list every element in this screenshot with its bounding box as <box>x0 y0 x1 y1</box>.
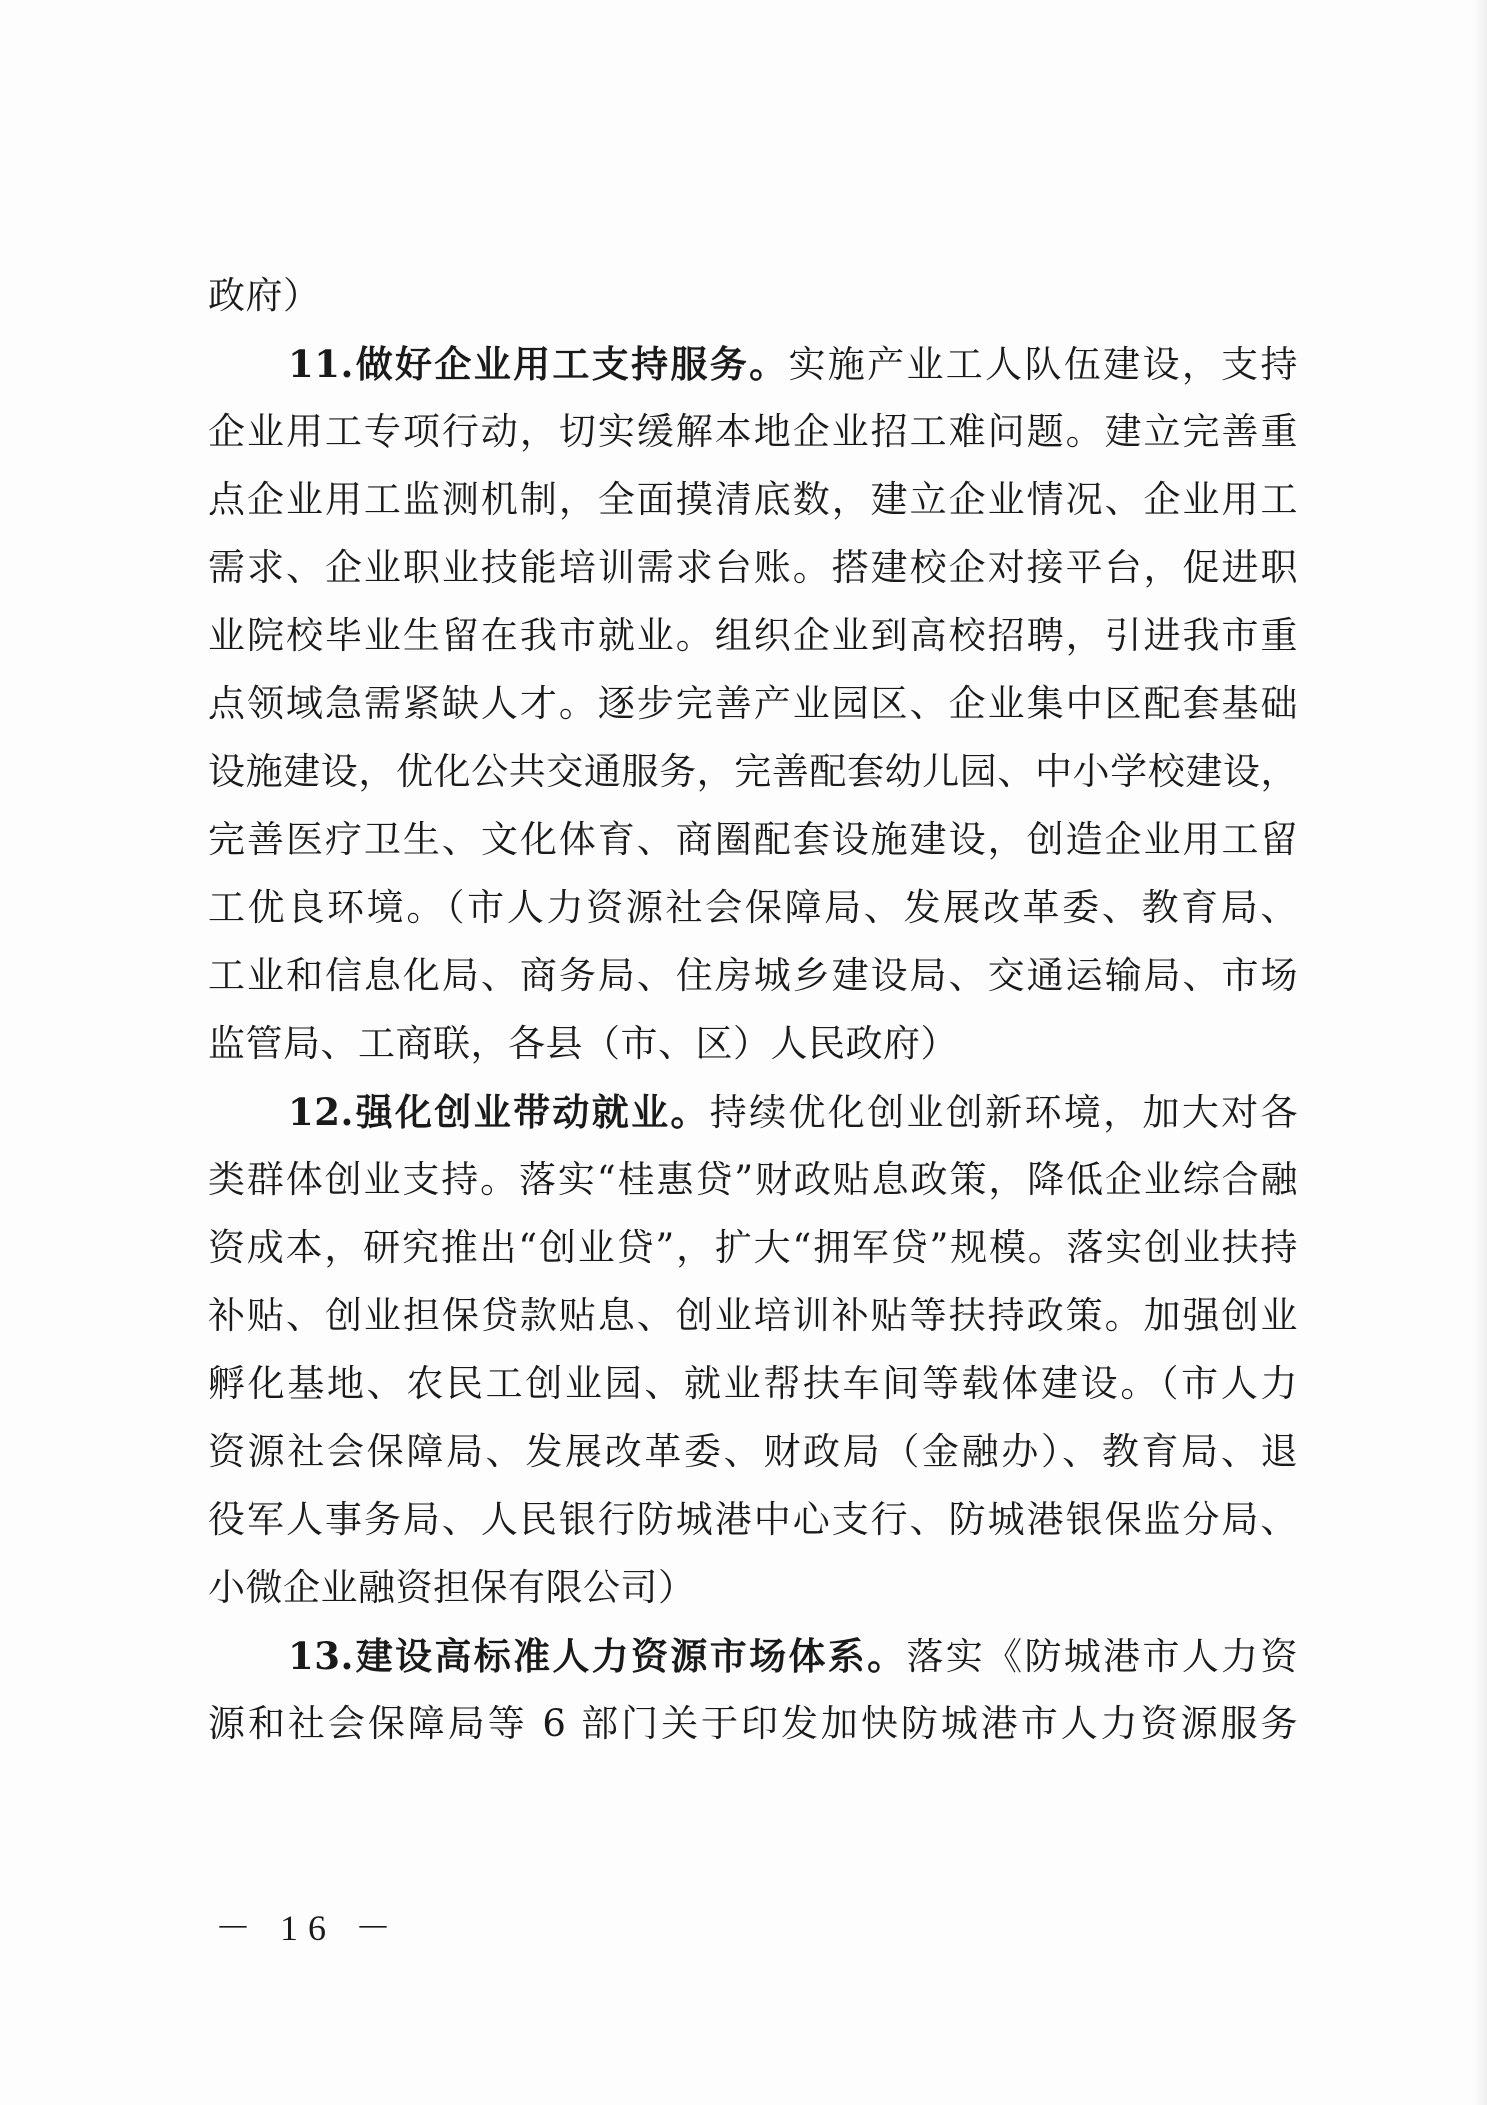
text-line: 企业用工专项行动，切实缓解本地企业招工难问题。建立完善重 <box>208 410 1298 453</box>
text-line: 需求、企业职业技能培训需求台账。搭建校企对接平台，促进职 <box>208 546 1298 589</box>
text-line: 政府） <box>208 274 321 317</box>
text-line: 点领域急需紧缺人才。逐步完善产业园区、企业集中区配套基础 <box>208 682 1298 725</box>
section-11-first-line <box>208 330 1298 398</box>
text-line: 工优良环境。（市人力资源社会保障局、发展改革委、教育局、 <box>208 886 1298 929</box>
text-line: 完善医疗卫生、文化体育、商圈配套设施建设，创造企业用工留 <box>208 818 1298 861</box>
text-line: 监管局、工商联，各县（市、区）人民政府） <box>208 1022 958 1065</box>
text-line: 小微企业融资担保有限公司） <box>208 1566 696 1609</box>
text-line: 孵化基地、农民工创业园、就业帮扶车间等载体建设。（市人力 <box>208 1362 1298 1405</box>
text-line: 设施建设，优化公共交通服务，完善配套幼儿园、中小学校建设， <box>208 750 1298 793</box>
text-line: 资成本，研究推出“创业贷”，扩大“拥军贷”规模。落实创业扶持 <box>208 1226 1298 1269</box>
text-line: 业院校毕业生留在我市就业。组织企业到高校招聘，引进我市重 <box>208 614 1298 657</box>
text-line: 点企业用工监测机制，全面摸清底数，建立企业情况、企业用工 <box>208 478 1298 521</box>
text-line: 工业和信息化局、商务局、住房城乡建设局、交通运输局、市场 <box>208 954 1298 997</box>
text-line: 补贴、创业担保贷款贴息、创业培训补贴等扶持政策。加强创业 <box>208 1294 1298 1337</box>
section-13-text: 落实《防城港市人力资 <box>906 1635 1298 1678</box>
section-12-heading: 12.强化创业带动就业。 <box>288 1090 710 1134</box>
section-12-first-line <box>208 1078 1298 1146</box>
text-line: 役军人事务局、人民银行防城港中心支行、防城港银保监分局、 <box>208 1498 1298 1541</box>
section-11-text: 实施产业工人队伍建设，支持 <box>788 343 1298 386</box>
section-12-text: 持续优化创业创新环境，加大对各 <box>709 1091 1299 1134</box>
section-13-first-line <box>208 1622 1298 1690</box>
page-number: － 16 － <box>215 1908 402 1948</box>
text-line: 资源社会保障局、发展改革委、财政局（金融办）、教育局、退 <box>208 1430 1298 1473</box>
section-11-heading: 11.做好企业用工支持服务。 <box>288 342 789 386</box>
scan-edge-shadow <box>1473 0 1487 2105</box>
text-line: 源和社会保障局等 6 部门关于印发加快防城港市人力资源服务 <box>208 1702 1298 1745</box>
document-body <box>208 262 1298 1758</box>
section-13-heading: 13.建设高标准人力资源市场体系。 <box>288 1634 907 1678</box>
text-line: 类群体创业支持。落实“桂惠贷”财政贴息政策，降低企业综合融 <box>208 1158 1298 1201</box>
